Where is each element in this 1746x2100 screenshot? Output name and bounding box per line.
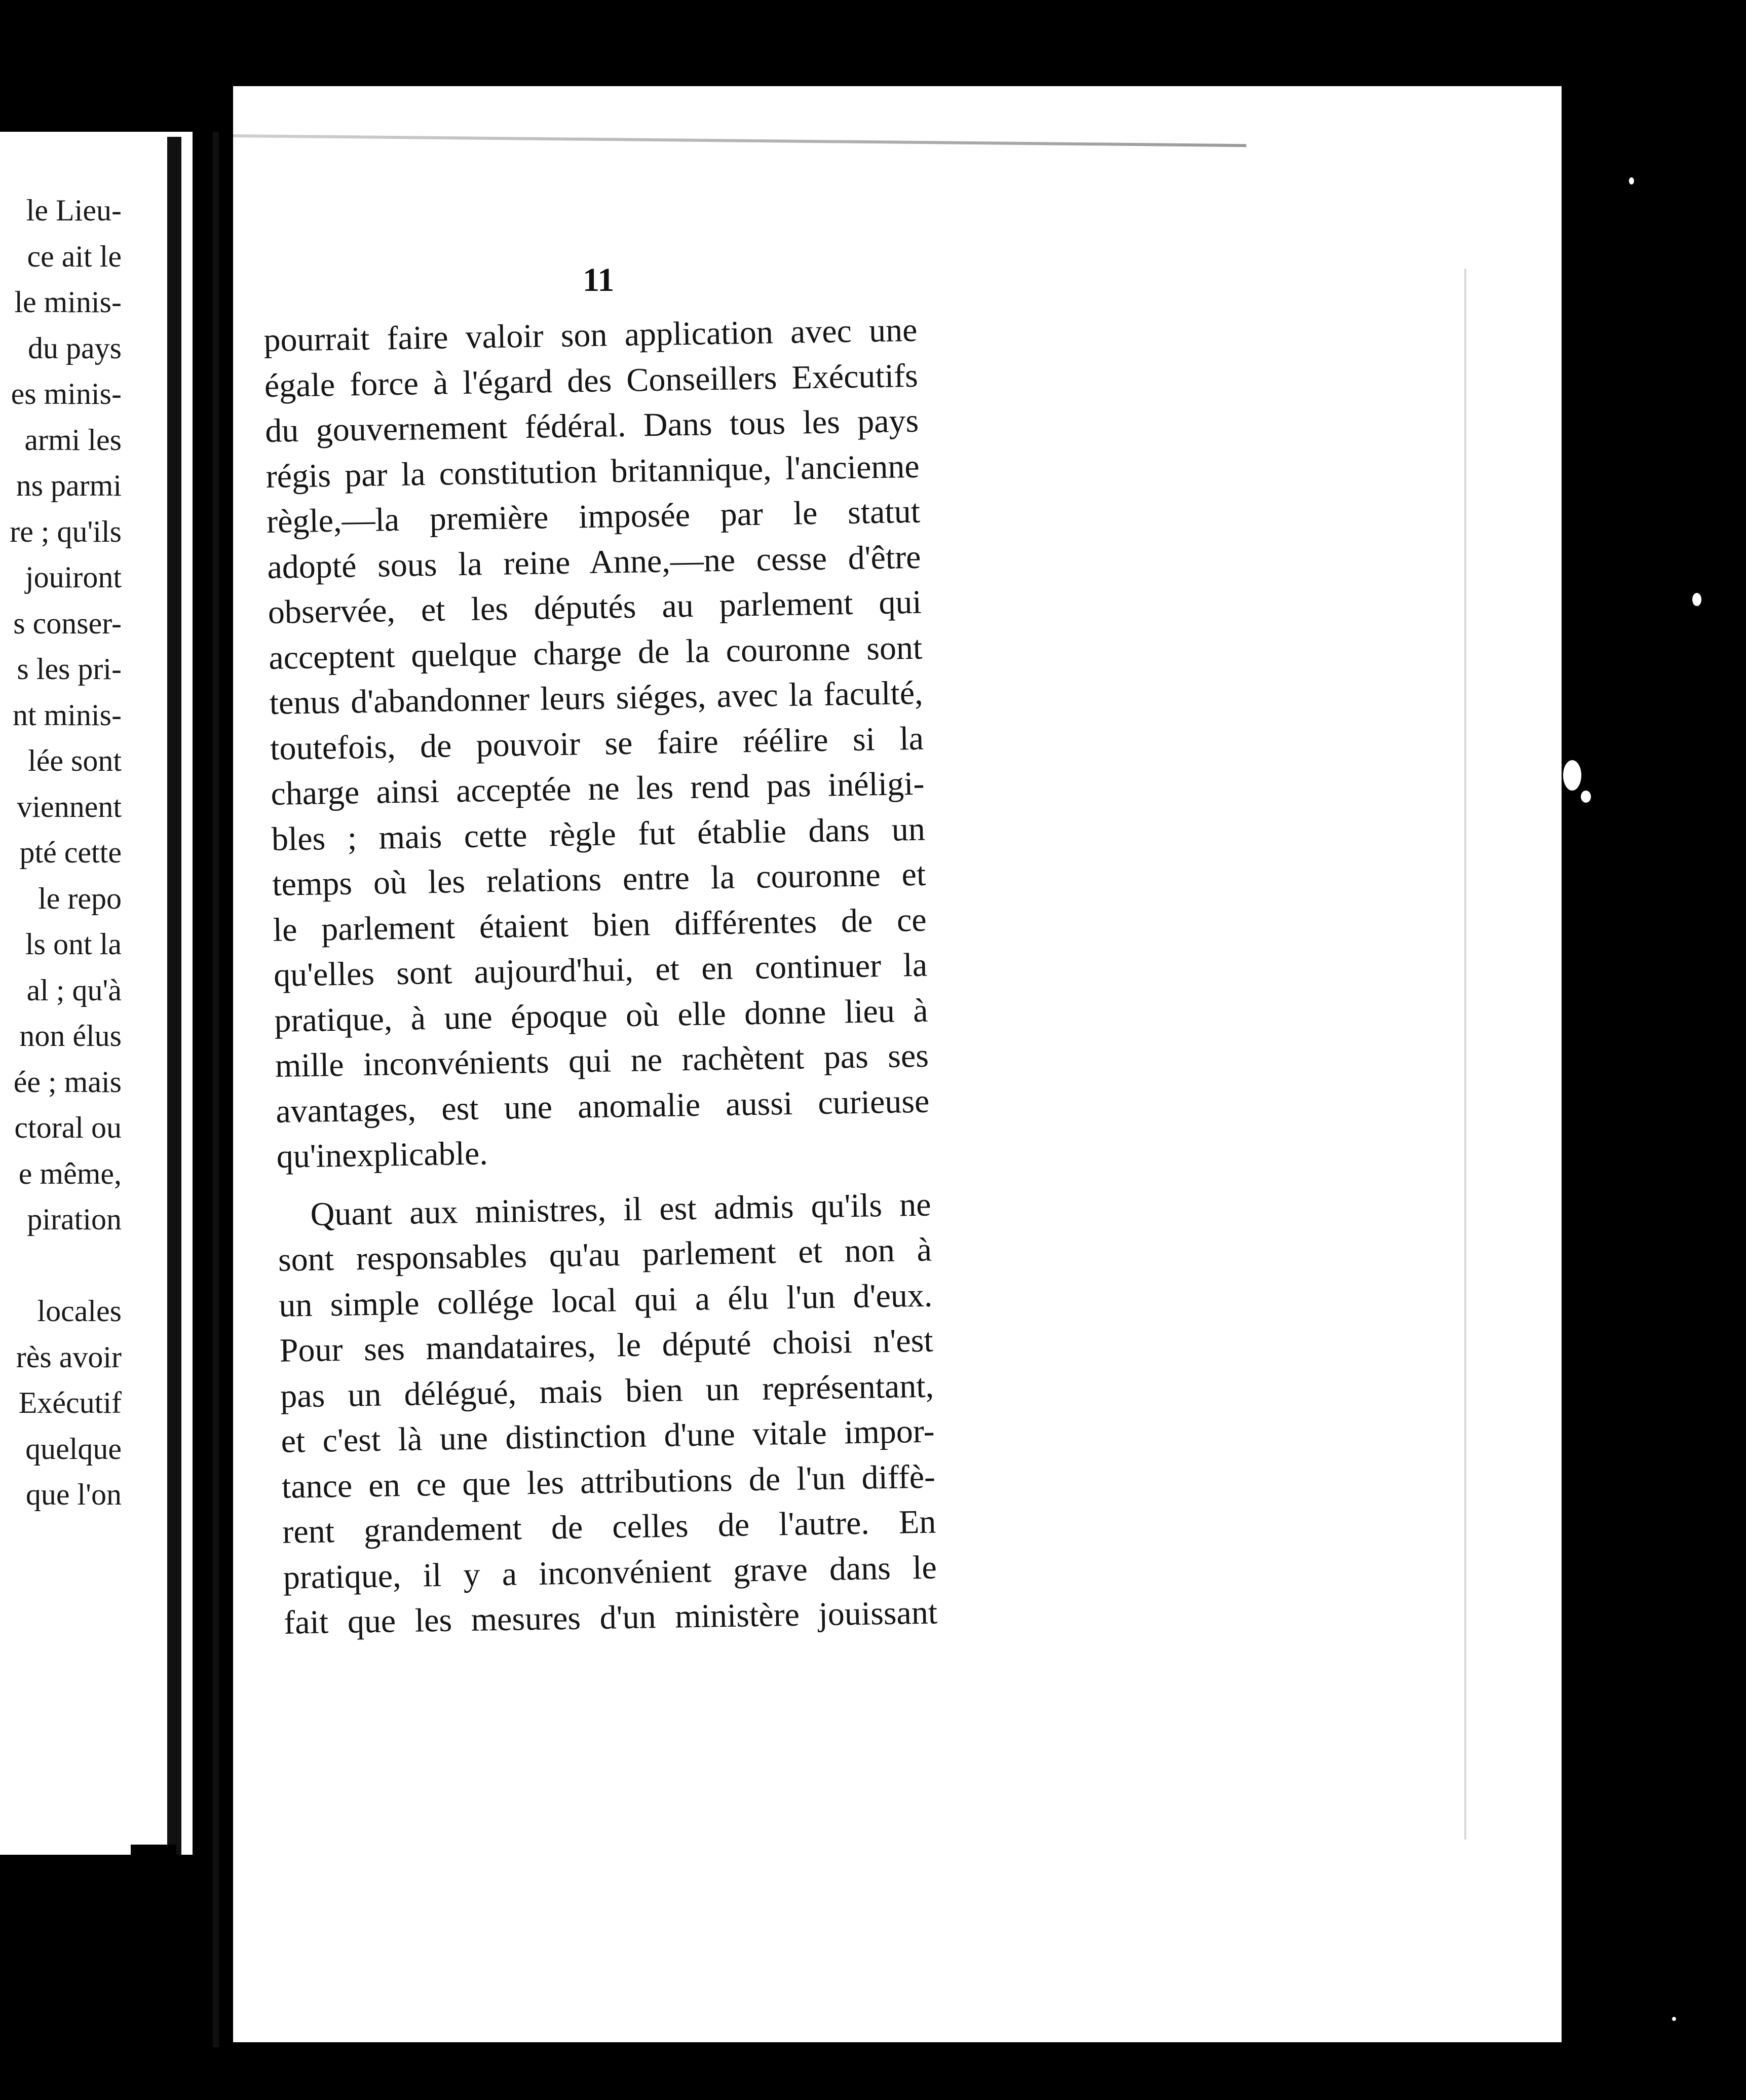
left-page-line: que l'on	[25, 1478, 122, 1511]
paragraph-2-line: pratique, il y a inconvénient grave dans le	[283, 1548, 937, 1596]
paragraph-1-line: du gouvernement fédéral. Dans tous les pays	[264, 402, 919, 450]
paragraph-1-line: qu'inexplicable.	[276, 1135, 488, 1175]
paragraph-2-line: pas un délégué, mais bien un représentant,	[280, 1367, 934, 1415]
left-page-line: piration	[27, 1203, 122, 1236]
left-page-line: e même,	[18, 1156, 122, 1190]
left-page-line: al ; qu'à	[26, 973, 122, 1007]
paragraph-1-line: avantages, est une anomalie aussi curieuse	[275, 1082, 930, 1130]
paragraph-2-line: Pour ses mandataires, le député choisi n'est	[279, 1322, 934, 1369]
paragraph-2-line: Quant aux ministres, il est admis qu'ils ne	[310, 1186, 932, 1233]
gutter-shadow	[167, 137, 181, 1855]
left-page-line: le Lieu-	[26, 194, 122, 227]
left-page-line: ls ont la	[25, 927, 122, 961]
scan-speck	[1692, 593, 1701, 606]
previous-page-fragment	[0, 132, 193, 1855]
scan-speck	[1175, 1419, 1180, 1423]
left-page-line: re ; qu'ils	[10, 514, 122, 548]
paragraph-1-line: toutefois, de pouvoir se faire réélire si la	[270, 720, 924, 767]
paragraph-1-line: acceptent quelque charge de la couronne sont	[268, 629, 923, 677]
paragraph-1-line: égale force à l'égard des Conseillers Exécutifs	[264, 357, 919, 404]
left-page-line: ctoral ou	[14, 1111, 122, 1144]
gutter-dark-edge	[131, 1845, 176, 2088]
left-page-line: ée ; mais	[13, 1065, 122, 1099]
paragraph-1-line: le parlement étaient bien différentes de ce	[273, 901, 927, 949]
left-page-line: pté cette	[19, 836, 122, 869]
left-page-line: du pays	[28, 331, 122, 365]
left-page-line: le repo	[38, 881, 122, 915]
left-page-line: s conser-	[13, 606, 122, 640]
left-page-line: es minis-	[11, 377, 122, 410]
paragraph-1-line: pratique, à une époque où elle donne lieu à	[274, 992, 929, 1039]
paragraph-2-line: fait que les mesures d'un ministère jouissant	[283, 1594, 938, 1641]
page-left-edge	[213, 132, 219, 2047]
paragraph-1-line: tenus d'abandonner leurs siéges, avec la faculté,	[269, 674, 924, 722]
left-page-line: armi les	[24, 423, 122, 457]
left-page-line: ns parmi	[16, 469, 122, 502]
left-page-line: quelque	[25, 1432, 122, 1466]
paragraph-2-line: un simple collége local qui a élu l'un d'eux.	[278, 1277, 933, 1324]
paragraph-1-line: régis par la constitution britannique, l'ancienne	[265, 447, 920, 495]
page-number: 11	[583, 261, 615, 298]
paragraph-1-line: adopté sous la reine Anne,—ne cesse d'être	[267, 538, 921, 586]
paragraph-2-line: sont responsables qu'au parlement et non à	[278, 1231, 932, 1279]
paragraph-1-line: qu'elles sont aujourd'hui, et en continuer la	[273, 946, 928, 994]
left-page-line: le minis-	[14, 285, 122, 319]
left-page-line: jouiront	[25, 560, 122, 594]
scan-speck	[1581, 791, 1591, 803]
left-page-line: rès avoir	[16, 1340, 122, 1374]
paragraph-2-line: rent grandement de celles de l'autre. En	[282, 1503, 936, 1551]
page-fold-line	[1464, 269, 1466, 1840]
scan-speck	[1672, 2017, 1676, 2021]
paragraph-1-line: règle,—la première imposée par le statut	[266, 493, 921, 541]
body-text	[233, 313, 953, 1662]
left-page-line: ce ait le	[27, 239, 122, 273]
left-page-line: locales	[37, 1294, 122, 1328]
left-page-line: lée sont	[28, 744, 122, 777]
paragraph-1-line: observée, et les députés au parlement qui	[268, 583, 922, 631]
page-crease	[233, 134, 1246, 147]
scan-speck	[1563, 760, 1581, 791]
left-page-line: s les pri-	[17, 652, 122, 686]
paragraph-1-line: mille inconvénients qui ne rachètent pas ses	[275, 1037, 929, 1084]
left-page-line: Exécutif	[18, 1386, 122, 1419]
paragraph-2-line: tance en ce que les attributions de l'un diffè-	[281, 1458, 936, 1506]
left-page-line: viennent	[17, 790, 122, 823]
paragraph-1-line: pourrait faire valoir son application avec une	[263, 311, 918, 359]
paragraph-1-line: temps où les relations entre la couronne et	[272, 855, 926, 903]
paragraph-1-line: charge ainsi acceptée ne les rend pas inéligi-	[270, 765, 925, 812]
left-page-line: nt minis-	[12, 698, 122, 732]
left-page-line: non élus	[19, 1019, 122, 1053]
paragraph-1-line: bles ; mais cette règle fut établie dans un	[271, 810, 926, 858]
paragraph-2-line: et c'est là une distinction d'une vitale impor-	[281, 1412, 935, 1460]
scan-speck	[1629, 177, 1634, 184]
